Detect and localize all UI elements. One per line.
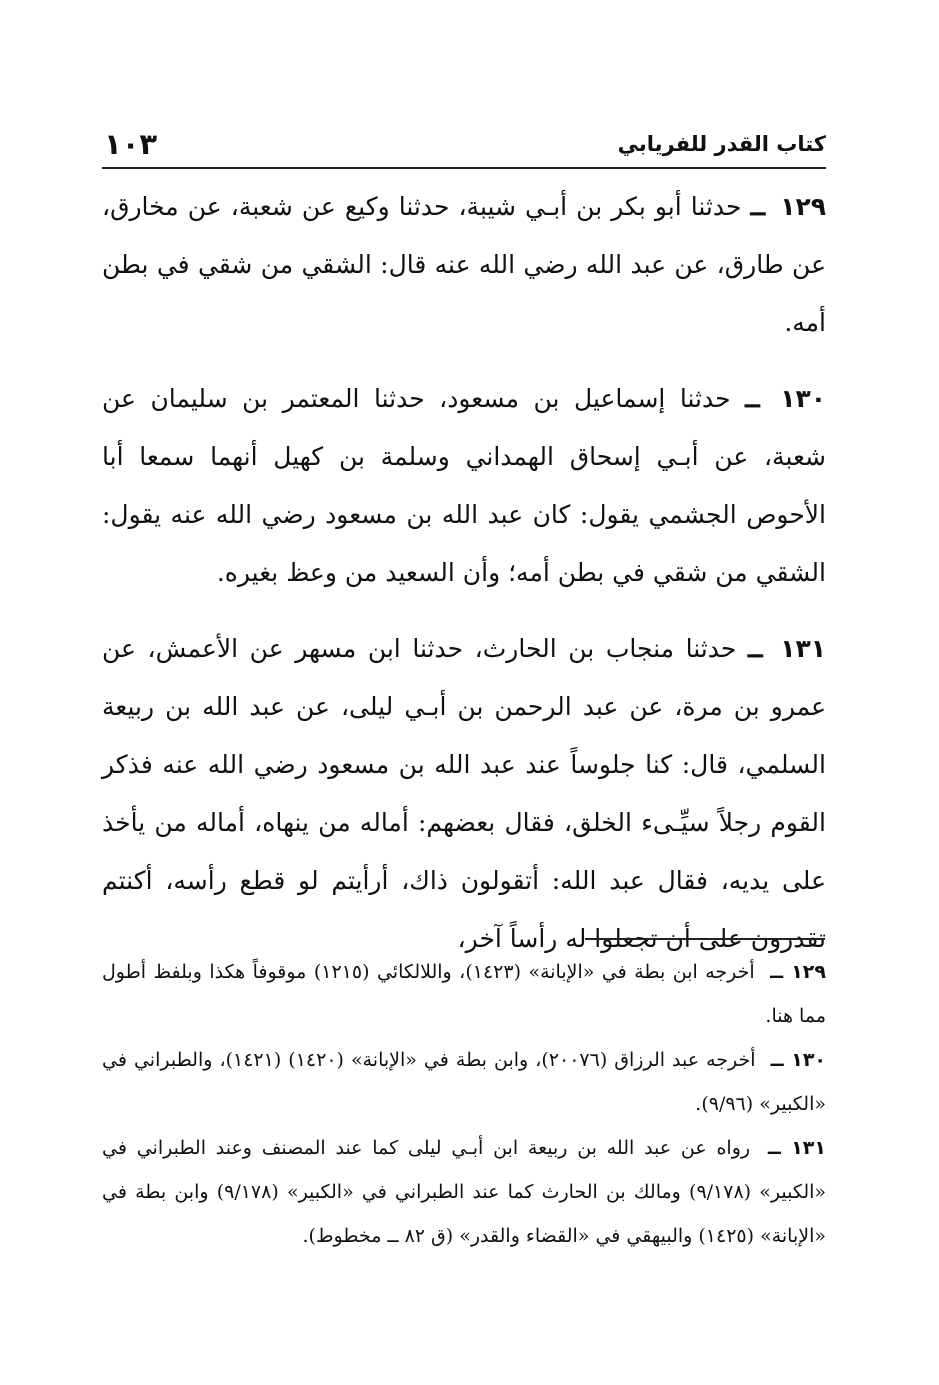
- page-number: ١٠٣: [104, 127, 158, 161]
- footnote-text: رواه عن عبد الله بن ربيعة ابن أبـي ليلى كما عند المصنف وعند الطبراني في «الكبير» (٩/١٧٨) ومالك بن الحارث كما عند الطبراني في «الكبير» (٩/١٧٨) وابن بطة في «الإبانة» (١٤٢٥) والبيهقي في «القضاء والقدر» (ق ٨٢ ــ مخطوط).: [102, 1137, 827, 1247]
- hadith-130: [102, 370, 826, 602]
- hadith-dash: ــ: [745, 384, 760, 413]
- hadith-129: [102, 178, 826, 352]
- hadith-number: ١٢٩: [780, 192, 826, 221]
- footnote-130: [102, 1038, 826, 1126]
- header-rule: [102, 167, 826, 169]
- running-header: [104, 120, 826, 168]
- hadith-number: ١٣١: [780, 634, 827, 663]
- footnote-number: ١٢٩ ــ: [770, 961, 826, 983]
- hadith-number: ١٣٠: [780, 384, 826, 413]
- hadith-131: [102, 620, 826, 968]
- hadith-dash: ــ: [750, 192, 766, 221]
- footnote-text: أخرجه ابن بطة في «الإبانة» (١٤٢٣)، واللالكائي (١٢١٥) موقوفاً هكذا وبلفظ أطول مما هنا.: [102, 961, 826, 1027]
- hadith-text: حدثنا منجاب بن الحارث، حدثنا ابن مسهر عن الأعمش، عن عمرو بن مرة، عن عبد الرحمن بن أبـي ليلى، عن عبد الله بن ربيعة السلمي، قال: كنا جلوساً عند عبد الله بن مسعود رضي الله عنه فذكر القوم رجلاً سيِّـىء الخلق، فقال بعضهم: أماله من ينهاه، أماله من يأخذ على يديه، فقال عبد الله: أتقولون ذاك، أرأيتم لو قطع رأسه، أكنتم تقدرون على أن تجعلوا له رأساً آخر،: [102, 634, 826, 953]
- footnote-number: ١٣٠ ــ: [770, 1049, 827, 1071]
- footnote-129: [102, 950, 826, 1038]
- hadith-dash: ــ: [747, 634, 763, 663]
- hadith-text: حدثنا أبو بكر بن أبـي شيبة، حدثنا وكيع عن شعبة، عن مخارق، عن طارق، عن عبد الله رضي الله عنه قال: الشقي من شقي في بطن أمه.: [102, 192, 826, 337]
- footnote-text: أخرجه عبد الرزاق (٢٠٠٧٦)، وابن بطة في «الإبانة» (١٤٢٠) (١٤٢١)، والطبراني في «الكبير» (٩/٩٦).: [102, 1049, 826, 1115]
- hadith-text: حدثنا إسماعيل بن مسعود، حدثنا المعتمر بن سليمان عن شعبة، عن أبـي إسحاق الهمداني وسلمة بن كهيل أنهما سمعا أبا الأحوص الجشمي يقول: كان عبد الله بن مسعود رضي الله عنه يقول: الشقي من شقي في بطن أمه؛ وأن السعيد من وعظ بغيره.: [102, 384, 826, 587]
- footnote-131: [102, 1126, 826, 1258]
- footnote-number: ١٣١ ــ: [767, 1137, 826, 1159]
- footnote-separator: [585, 938, 825, 940]
- footnotes: [102, 950, 826, 1258]
- book-title: كتاب القدر للفريابي: [617, 132, 826, 156]
- main-text: [102, 178, 826, 986]
